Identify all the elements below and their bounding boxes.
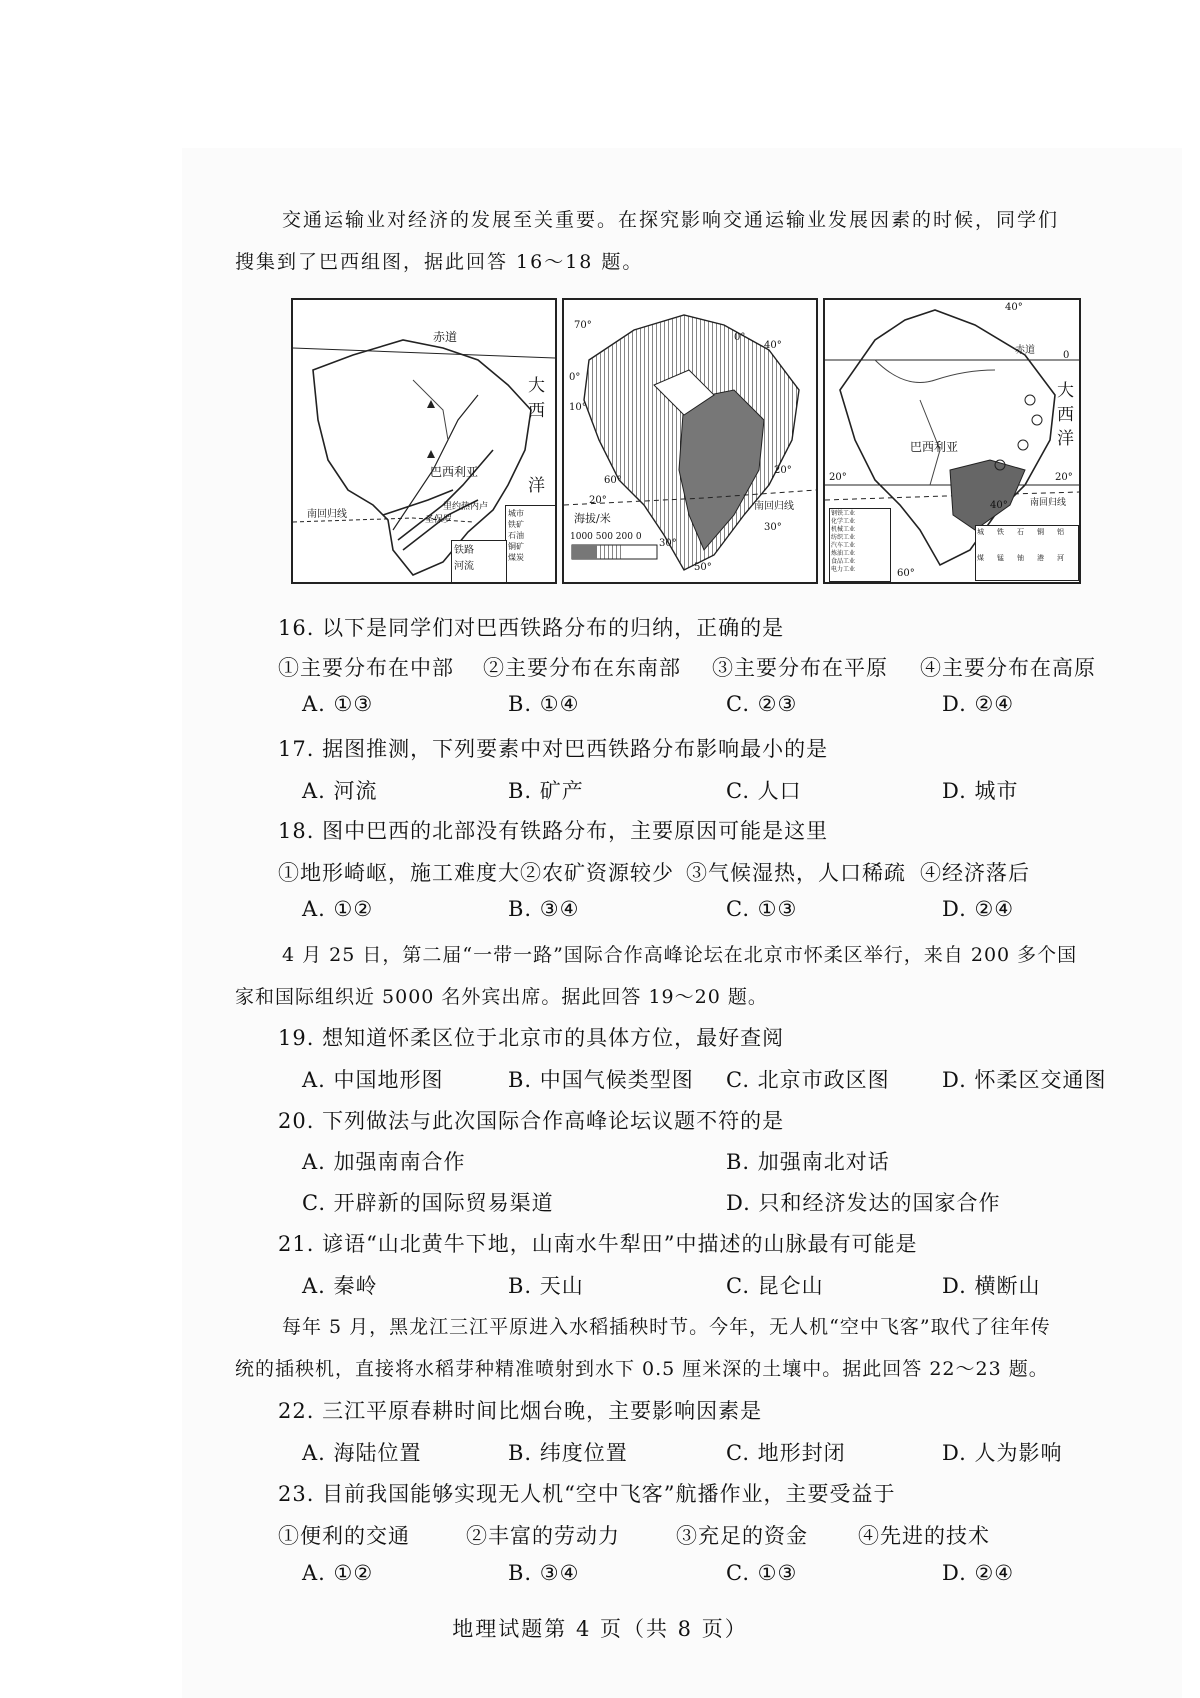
map3-equator-label: 赤道 <box>1015 345 1035 356</box>
map3-lat-label: 40° <box>990 500 1008 511</box>
q16-option-b[interactable]: B. ①④ <box>508 692 580 716</box>
map1-saopaulo-label: 圣保罗 <box>425 515 453 525</box>
map2-lat-label: 60° <box>604 475 622 486</box>
map3-legend-item: 钢铁工业 <box>831 510 856 517</box>
map1-brasilia-label: 巴西利亚 <box>430 465 479 479</box>
q16-stem: 16. 以下是同学们对巴西铁路分布的归纳，正确的是 <box>278 616 785 640</box>
q22-option-d[interactable]: D. 人为影响 <box>942 1441 1063 1465</box>
map3-legend-industry <box>829 508 891 582</box>
intro-22-23-line1: 每年 5 月，黑龙江三江平原进入水稻插秧时节。今年，无人机“空中飞客”取代了往年传 <box>282 1316 1051 1338</box>
map-brazil-industry <box>823 298 1081 584</box>
q19-option-c[interactable]: C. 北京市政区图 <box>726 1068 890 1092</box>
map3-brasilia-label: 巴西利亚 <box>910 440 959 454</box>
q22-stem: 22. 三江平原春耕时间比烟台晚，主要影响因素是 <box>278 1399 763 1423</box>
page-footer: 地理试题第 4 页（共 8 页） <box>452 1617 748 1641</box>
intro-19-20-line2: 家和国际组织近 5000 名外宾出席。据此回答 19～20 题。 <box>235 986 768 1008</box>
map3-legend-item: 铝 <box>1057 528 1064 536</box>
map3-legend-item: 炼油工业 <box>831 550 856 557</box>
q16-item-3: ③主要分布在平原 <box>712 656 888 680</box>
map2-lat-label: 30° <box>659 538 677 549</box>
map-brazil-railways <box>291 298 557 584</box>
map3-tropic-label: 南回归线 <box>1030 498 1067 508</box>
map1-legend-lines <box>451 540 507 584</box>
map3-lat-label: 20° <box>1055 472 1073 483</box>
map3-legend-item: 食品工业 <box>831 558 856 565</box>
q21-option-b[interactable]: B. 天山 <box>508 1274 584 1298</box>
q18-item-3: ③气候湿热，人口稀疏 <box>686 861 906 885</box>
map1-tropic-label: 南回归线 <box>307 509 347 520</box>
q21-option-c[interactable]: C. 昆仑山 <box>726 1274 824 1298</box>
map2-lat-label: 20° <box>774 465 792 476</box>
q22-option-a[interactable]: A. 海陆位置 <box>302 1441 422 1465</box>
q20-option-c[interactable]: C. 开辟新的国际贸易渠道 <box>302 1191 554 1215</box>
q18-item-1: ①地形崎岖，施工难度大 <box>278 861 520 885</box>
map1-ocean-2: 西 <box>528 401 545 421</box>
map1-legend <box>505 505 557 584</box>
map3-legend-item: 港 <box>1037 554 1044 562</box>
q17-option-c[interactable]: C. 人口 <box>726 779 802 803</box>
q17-option-a[interactable]: A. 河流 <box>302 779 378 803</box>
q23-item-1: ①便利的交通 <box>278 1524 410 1548</box>
map2-elevation-title: 海拔/米 <box>574 512 611 525</box>
q23-item-4: ④先进的技术 <box>858 1524 990 1548</box>
q16-option-a[interactable]: A. ①③ <box>302 692 374 716</box>
q19-option-b[interactable]: B. 中国气候类型图 <box>508 1068 694 1092</box>
intro-19-20-line1: 4 月 25 日，第二届“一带一路”国际合作高峰论坛在北京市怀柔区举行，来自 200 多个国 <box>282 944 1078 966</box>
q23-option-b[interactable]: B. ③④ <box>508 1561 580 1585</box>
q22-option-b[interactable]: B. 纬度位置 <box>508 1441 628 1465</box>
map2-lat-label: 10° <box>569 402 587 413</box>
map3-ocean-2: 西 <box>1057 405 1074 425</box>
map1-legend-item: 煤炭 <box>508 553 524 562</box>
map1-ocean-1: 大 <box>528 376 545 396</box>
q16-item-2: ②主要分布在东南部 <box>483 656 681 680</box>
q20-option-a[interactable]: A. 加强南南合作 <box>302 1150 466 1174</box>
map2-lat-label: 0° <box>569 372 581 383</box>
intro-16-18-line1: 交通运输业对经济的发展至关重要。在探究影响交通运输业发展因素的时候，同学们 <box>282 209 1060 231</box>
q20-option-d[interactable]: D. 只和经济发达的国家合作 <box>726 1191 1001 1215</box>
map2-lat-label: 40° <box>764 340 782 351</box>
q21-stem: 21. 谚语“山北黄牛下地，山南水牛犁田”中描述的山脉最有可能是 <box>278 1232 918 1256</box>
q23-option-d[interactable]: D. ②④ <box>942 1561 1015 1585</box>
q19-stem: 19. 想知道怀柔区位于北京市的具体方位，最好查阅 <box>278 1026 785 1050</box>
q23-stem: 23. 目前我国能够实现无人机“空中飞客”航播作业，主要受益于 <box>278 1482 896 1506</box>
map1-legend-railway: 铁路 <box>454 545 474 556</box>
q18-option-a[interactable]: A. ①② <box>302 897 374 921</box>
map3-legend-item: 河 <box>1057 554 1064 562</box>
map1-ocean-3: 洋 <box>528 476 545 496</box>
map2-lat-label: 20° <box>589 495 607 506</box>
map1-legend-item: 铁矿 <box>508 520 524 529</box>
map3-legend-item: 石 <box>1017 528 1024 536</box>
q23-option-c[interactable]: C. ①③ <box>726 1561 798 1585</box>
q17-stem: 17. 据图推测，下列要素中对巴西铁路分布影响最小的是 <box>278 737 829 761</box>
map3-legend-item: 锰 <box>997 554 1004 562</box>
map1-legend-river: 河流 <box>454 561 474 572</box>
map3-legend-item: 煤 <box>977 554 984 562</box>
map2-tropic-label: 南回归线 <box>754 501 794 512</box>
q17-option-d[interactable]: D. 城市 <box>942 779 1019 803</box>
q18-item-2: ②农矿资源较少 <box>520 861 674 885</box>
q21-option-d[interactable]: D. 横断山 <box>942 1274 1041 1298</box>
map3-legend-item: 纺织工业 <box>831 534 856 541</box>
q23-option-a[interactable]: A. ①② <box>302 1561 374 1585</box>
map1-equator-label: 赤道 <box>433 330 458 344</box>
map3-ocean-1: 大 <box>1057 381 1074 401</box>
q20-stem: 20. 下列做法与此次国际合作高峰论坛议题不符的是 <box>278 1109 785 1133</box>
map3-lon-label: 40° <box>1005 302 1023 313</box>
intro-22-23-line2: 统的插秧机，直接将水稻芽种精准喷射到水下 0.5 厘米深的土壤中。据此回答 22～23 题。 <box>235 1358 1049 1380</box>
map3-legend-item: 铜 <box>1037 528 1044 536</box>
q16-item-4: ④主要分布在高原 <box>920 656 1096 680</box>
map3-zero-label: 0 <box>1063 350 1070 361</box>
q18-stem: 18. 图中巴西的北部没有铁路分布，主要原因可能是这里 <box>278 819 829 843</box>
q19-option-a[interactable]: A. 中国地形图 <box>302 1068 444 1092</box>
q16-item-1: ①主要分布在中部 <box>278 656 454 680</box>
map3-legend-item: 电力工业 <box>831 566 856 573</box>
map1-legend-item: 铜矿 <box>508 542 524 551</box>
q22-option-c[interactable]: C. 地形封闭 <box>726 1441 846 1465</box>
q16-option-c[interactable]: C. ②③ <box>726 692 798 716</box>
map1-rio-label: 里约热内卢 <box>443 502 489 512</box>
map3-legend-item: 城 <box>977 528 984 536</box>
map2-lat-label: 70° <box>574 320 592 331</box>
map2-lat-label: 0° <box>734 332 746 343</box>
map3-ocean-3: 洋 <box>1057 429 1074 449</box>
map3-lat-label: 20° <box>829 472 847 483</box>
q17-option-b[interactable]: B. 矿产 <box>508 779 584 803</box>
map2-elevation-ticks: 1000 500 200 0 <box>570 532 642 542</box>
q18-option-c[interactable]: C. ①③ <box>726 897 798 921</box>
map3-legend-item: 化学工业 <box>831 518 856 525</box>
map-brazil-elevation <box>562 298 818 584</box>
q23-item-2: ②丰富的劳动力 <box>466 1524 620 1548</box>
q21-option-a[interactable]: A. 秦岭 <box>302 1274 378 1298</box>
map3-lon-label: 60° <box>897 568 915 579</box>
map2-lat-label: 50° <box>694 562 712 573</box>
q19-option-d[interactable]: D. 怀柔区交通图 <box>942 1068 1107 1092</box>
map1-legend-item: 石油 <box>508 531 524 540</box>
q18-option-b[interactable]: B. ③④ <box>508 897 580 921</box>
map3-legend-resources <box>975 525 1079 581</box>
map2-lat-label: 30° <box>764 522 782 533</box>
map3-legend-item: 铀 <box>1017 554 1024 562</box>
q16-option-d[interactable]: D. ②④ <box>942 692 1015 716</box>
q18-option-d[interactable]: D. ②④ <box>942 897 1015 921</box>
map3-legend-item: 汽车工业 <box>831 542 856 549</box>
map1-legend-item: 城市 <box>508 509 524 518</box>
q18-item-4: ④经济落后 <box>920 861 1030 885</box>
q20-option-b[interactable]: B. 加强南北对话 <box>726 1150 890 1174</box>
map3-legend-item: 铁 <box>997 528 1004 536</box>
intro-16-18-line2: 搜集到了巴西组图，据此回答 16～18 题。 <box>235 251 644 273</box>
q23-item-3: ③充足的资金 <box>676 1524 808 1548</box>
map3-legend-item: 机械工业 <box>831 526 856 533</box>
